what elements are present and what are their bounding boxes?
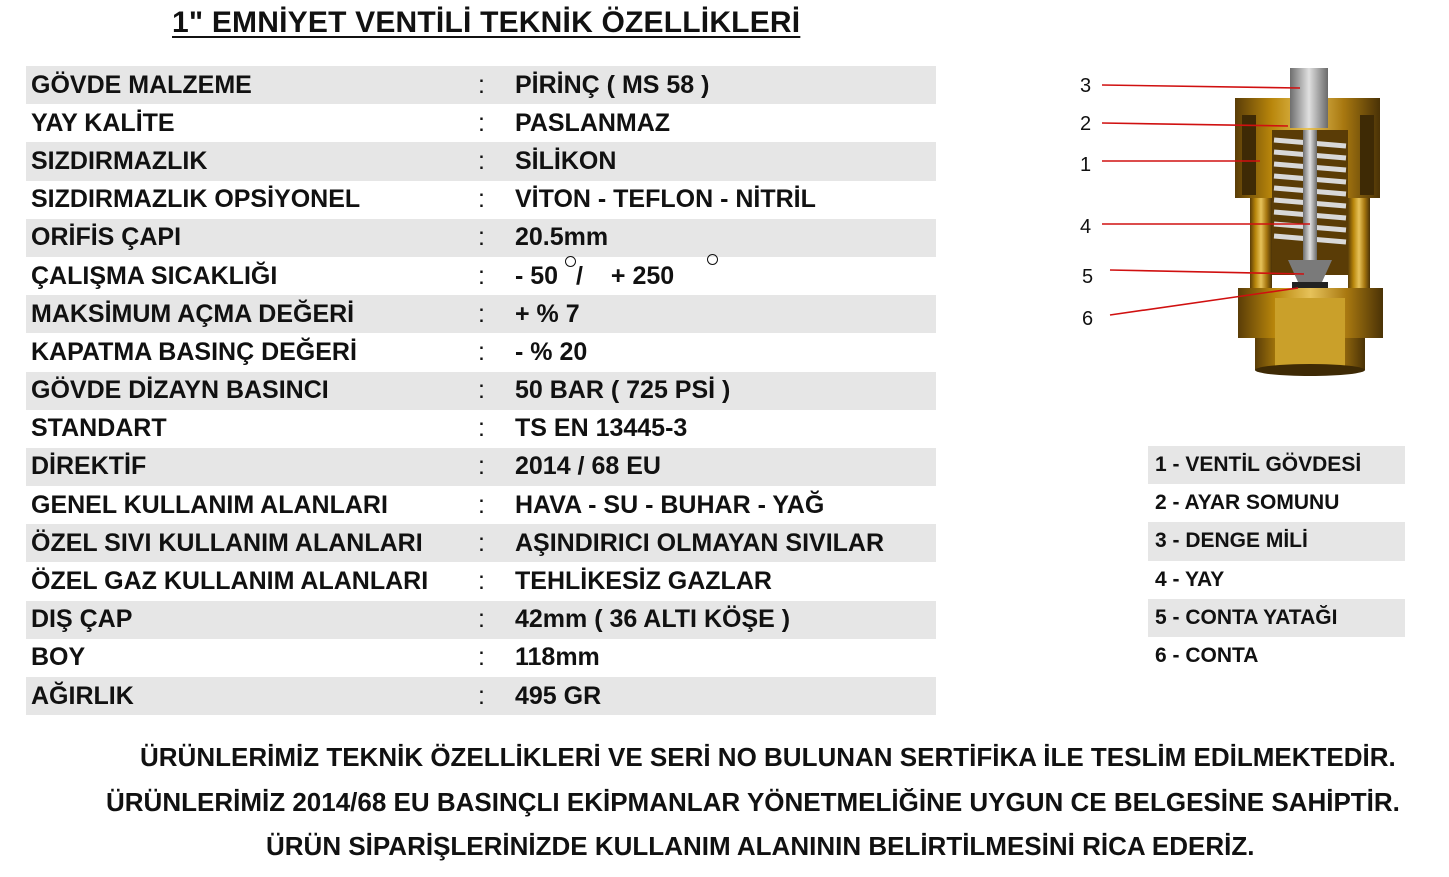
page-title: 1" EMNİYET VENTİLİ TEKNİK ÖZELLİKLERİ — [172, 6, 801, 39]
footer-note: ÜRÜNLERİMİZ 2014/68 EU BASINÇLI EKİPMANLAR YÖNETMELİĞİNE UYGUN CE BELGESİNE SAHİPTİR. — [106, 787, 1400, 817]
spec-value: PİRİNÇ ( MS 58 ) — [515, 70, 710, 99]
spec-colon: : — [478, 528, 485, 557]
temperature-min: - 50 — [515, 261, 559, 290]
spec-row — [26, 562, 936, 600]
spec-value: AŞINDIRICI OLMAYAN SIVILAR — [515, 528, 885, 557]
spec-row — [26, 524, 936, 562]
spec-row — [26, 372, 936, 410]
spec-row — [26, 181, 936, 219]
callout-number-5: 5 — [1082, 266, 1094, 288]
callout-number-4: 4 — [1080, 216, 1092, 238]
spec-colon: : — [478, 490, 485, 519]
spec-row — [26, 66, 936, 104]
spec-colon: : — [478, 108, 485, 137]
spec-colon: : — [478, 337, 485, 366]
spec-label: SIZDIRMAZLIK — [31, 146, 208, 175]
spec-value: 42mm ( 36 ALTI KÖŞE ) — [515, 605, 791, 634]
footer-note: ÜRÜNLERİMİZ TEKNİK ÖZELLİKLERİ VE SERİ NO BULUNAN SERTİFİKA İLE TESLİM EDİLMEKTEDİR. — [140, 742, 1396, 772]
legend-item: 5 - CONTA YATAĞI — [1148, 599, 1405, 637]
callout-line-3 — [1102, 85, 1300, 88]
degree-icon — [565, 256, 576, 267]
valve-cutaway-diagram — [1060, 60, 1420, 390]
spec-colon: : — [478, 567, 485, 596]
spec-label: BOY — [31, 643, 86, 672]
spec-row — [26, 333, 936, 371]
callout-number-1: 1 — [1080, 154, 1092, 176]
spec-row — [26, 104, 936, 142]
spec-colon: : — [478, 414, 485, 443]
spec-colon: : — [478, 605, 485, 634]
legend-item: 2 - AYAR SOMUNU — [1155, 491, 1340, 515]
spec-label: KAPATMA BASINÇ DEĞERİ — [31, 337, 357, 366]
spec-label: YAY KALİTE — [31, 108, 175, 137]
temperature-range-value — [515, 262, 936, 291]
spec-value: 2014 / 68 EU — [515, 452, 661, 481]
spec-row — [26, 142, 936, 180]
spec-label: SIZDIRMAZLIK OPSİYONEL — [31, 185, 361, 214]
legend-item: 4 - YAY — [1155, 567, 1225, 591]
spec-value: - % 20 — [515, 337, 588, 366]
spec-table — [26, 66, 936, 715]
spec-row — [26, 448, 936, 486]
footer-note: ÜRÜN SİPARİŞLERİNİZDE KULLANIM ALANININ BELİRTİLMESİNİ RİCA EDERİZ. — [266, 831, 1255, 861]
spec-value: 20.5mm — [515, 223, 609, 252]
legend-item: 1 - VENTİL GÖVDESİ — [1148, 446, 1405, 484]
temperature-max: + 250 — [610, 261, 675, 290]
spec-value: PASLANMAZ — [515, 108, 671, 137]
spec-row — [26, 639, 936, 677]
spec-row — [26, 410, 936, 448]
legend-item: 3 - DENGE MİLİ — [1148, 522, 1405, 560]
spec-colon: : — [478, 185, 485, 214]
callout-number-6: 6 — [1082, 308, 1094, 330]
spec-label: STANDART — [31, 414, 167, 443]
spec-colon: : — [478, 261, 485, 290]
degree-icon — [707, 254, 718, 265]
spec-colon: : — [478, 452, 485, 481]
spec-row — [26, 677, 936, 715]
spec-row — [26, 257, 936, 295]
spec-label: DİREKTİF — [31, 452, 147, 481]
spec-value: TS EN 13445-3 — [515, 414, 688, 443]
spec-value: 118mm — [515, 643, 600, 672]
spec-label: MAKSİMUM AÇMA DEĞERİ — [31, 299, 355, 328]
spec-value: 495 GR — [515, 681, 602, 710]
spec-label: AĞIRLIK — [31, 681, 134, 710]
spec-label: GENEL KULLANIM ALANLARI — [31, 490, 388, 519]
spec-label: GÖVDE DİZAYN BASINCI — [31, 376, 329, 405]
callout-numbers — [1080, 75, 1093, 330]
spec-colon: : — [478, 146, 485, 175]
spec-colon: : — [478, 299, 485, 328]
spec-row — [26, 486, 936, 524]
spec-row — [26, 219, 936, 257]
spec-label: ÖZEL SIVI KULLANIM ALANLARI — [31, 528, 423, 557]
valve-body — [1235, 68, 1383, 376]
spec-colon: : — [478, 70, 485, 99]
spec-value: 50 BAR ( 725 PSİ ) — [515, 376, 731, 405]
spec-label: DIŞ ÇAP — [31, 605, 133, 634]
spec-label: ÇALIŞMA SICAKLIĞI — [31, 261, 278, 290]
spec-value: + % 7 — [515, 299, 580, 328]
spec-row — [26, 601, 936, 639]
spec-value: VİTON - TEFLON - NİTRİL — [515, 185, 816, 214]
spec-colon: : — [478, 681, 485, 710]
spec-label: GÖVDE MALZEME — [31, 70, 252, 99]
spec-value: TEHLİKESİZ GAZLAR — [515, 567, 772, 596]
temperature-separator: / — [576, 261, 583, 290]
parts-legend — [1148, 446, 1405, 675]
spec-value: SİLİKON — [515, 146, 617, 175]
callout-number-2: 2 — [1080, 113, 1092, 135]
spec-colon: : — [478, 223, 485, 252]
spec-label: ORİFİS ÇAPI — [31, 223, 182, 252]
spec-colon: : — [478, 376, 485, 405]
spec-label: ÖZEL GAZ KULLANIM ALANLARI — [31, 567, 429, 596]
spec-row — [26, 295, 936, 333]
spec-value: HAVA - SU - BUHAR - YAĞ — [515, 490, 825, 519]
callout-number-3: 3 — [1080, 75, 1092, 97]
spec-colon: : — [478, 643, 485, 672]
legend-item: 6 - CONTA — [1155, 644, 1259, 668]
